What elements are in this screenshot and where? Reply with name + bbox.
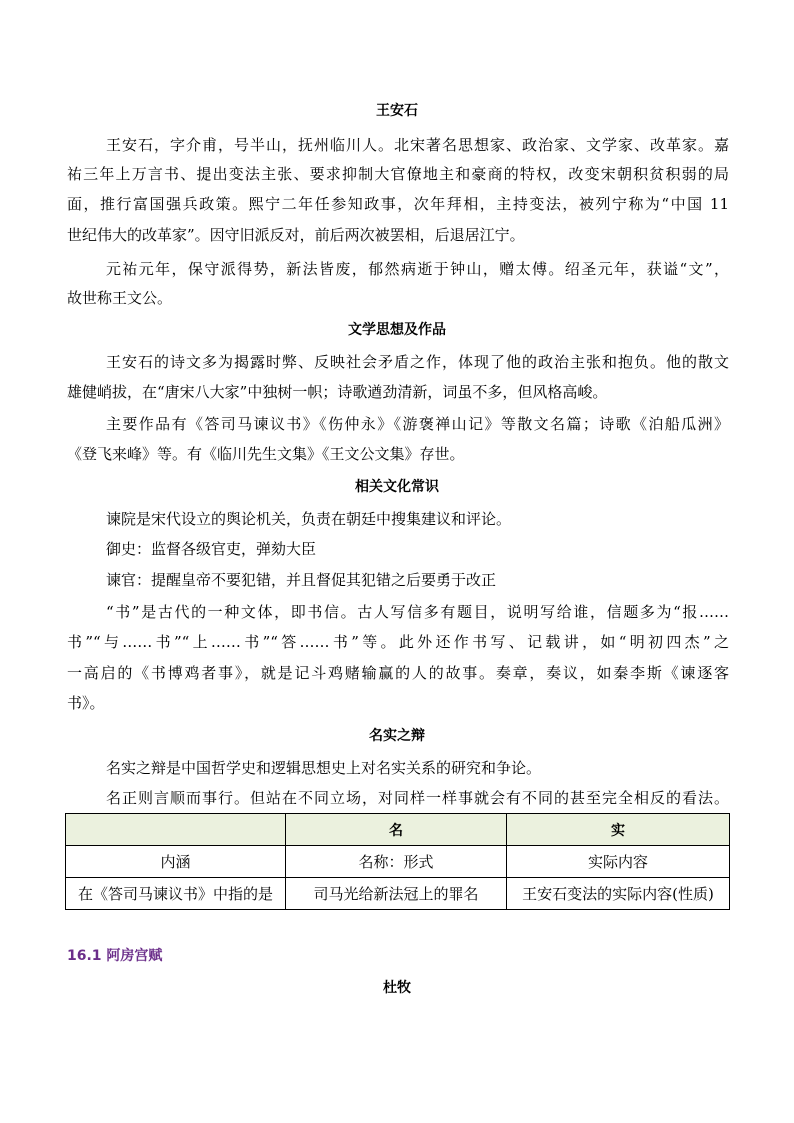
paragraph-line: 主要作品有《答司马谏议书》《伤仲永》《游褒禅山记》等散文名篇；诗歌《泊船瓜洲》 — [106, 415, 729, 433]
paragraph-line: 谏院是宋代设立的舆论机关，负责在朝廷中搜集建议和评论。 — [106, 510, 512, 528]
paragraph-line: 书》。 — [67, 694, 105, 712]
table-cell: 在《答司马谏议书》中指的是 — [66, 878, 286, 910]
table-cell: 内涵 — [66, 846, 286, 878]
paragraph-line: 王安石的诗文多为揭露时弊、反映社会矛盾之作，体现了他的政治主张和抱负。他的散文 — [106, 353, 729, 371]
paragraph-line: 名实之辩是中国哲学史和逻辑思想史上对名实关系的研究和争论。 — [106, 759, 542, 777]
paragraph-line: 《登飞来峰》等。有《临川先生文集》《王文公文集》存世。 — [67, 445, 465, 463]
author-du-mu: 杜牧 — [383, 980, 411, 996]
table-cell: 司马光给新法冠上的罪名 — [286, 878, 507, 910]
table-header-row — [66, 814, 730, 846]
heading-cultural-knowledge: 相关文化常识 — [355, 479, 439, 495]
table-cell: 实际内容 — [507, 846, 730, 878]
heading-literary-thought: 文学思想及作品 — [348, 322, 446, 338]
paragraph-line: 元祐元年，保守派得势，新法皆废，郁然病逝于钟山，赠太傅。绍圣元年，获谥“文”， — [106, 260, 729, 278]
paragraph-line: 面，推行富国强兵政策。熙宁二年任参知政事，次年拜相，主持变法，被列宁称为“中国 11 — [67, 195, 729, 213]
paragraph-line: 谏官：提醒皇帝不要犯错，并且督促其犯错之后要勇于改正 — [106, 571, 497, 589]
table-cell: 王安石变法的实际内容(性质) — [507, 878, 730, 910]
name-reality-table — [65, 813, 730, 910]
paragraph-line: 一高启的《书博鸡者事》，就是记斗鸡赌输赢的人的故事。奏章，奏议，如秦李斯《谏逐客 — [67, 664, 729, 682]
table-header-cell: 名 — [286, 814, 507, 846]
paragraph-line: “书”是古代的一种文体，即书信。古人写信多有题目，说明写给谁，信题多为“报…… — [106, 603, 729, 621]
heading-wang-anshi: 王安石 — [376, 103, 418, 119]
table-header-cell: 实 — [507, 814, 730, 846]
paragraph-line: 书”“与……书”“上……书”“答……书”等。此外还作书写、记载讲，如“明初四杰”之 — [67, 633, 729, 651]
heading-name-reality: 名实之辩 — [369, 728, 425, 744]
paragraph-line: 故世称王文公。 — [67, 289, 173, 307]
table-row — [66, 846, 730, 878]
table-row — [66, 878, 730, 910]
section-title-afang-palace: 16.1 阿房宫赋 — [67, 948, 163, 964]
table-cell: 名称：形式 — [286, 846, 507, 878]
table-header-cell — [66, 814, 286, 846]
paragraph-line: 祐三年上万言书、提出变法主张、要求抑制大官僚地主和豪商的特权，改变宋朝积贫积弱的局 — [67, 165, 729, 183]
paragraph-line: 世纪伟大的改革家”。因守旧派反对，前后两次被罢相，后退居江宁。 — [67, 226, 525, 244]
paragraph-line: 雄健峭拔，在“唐宋八大家”中独树一帜；诗歌遒劲清新，词虽不多，但风格高峻。 — [67, 383, 608, 401]
paragraph-line: 御史：监督各级官吏，弹劾大臣 — [106, 540, 317, 558]
paragraph-line: 名正则言顺而事行。但站在不同立场，对同样一样事就会有不同的甚至完全相反的看法。 — [106, 789, 729, 807]
paragraph-line: 王安石，字介甫，号半山，抚州临川人。北宋著名思想家、政治家、文学家、改革家。嘉 — [106, 136, 729, 154]
